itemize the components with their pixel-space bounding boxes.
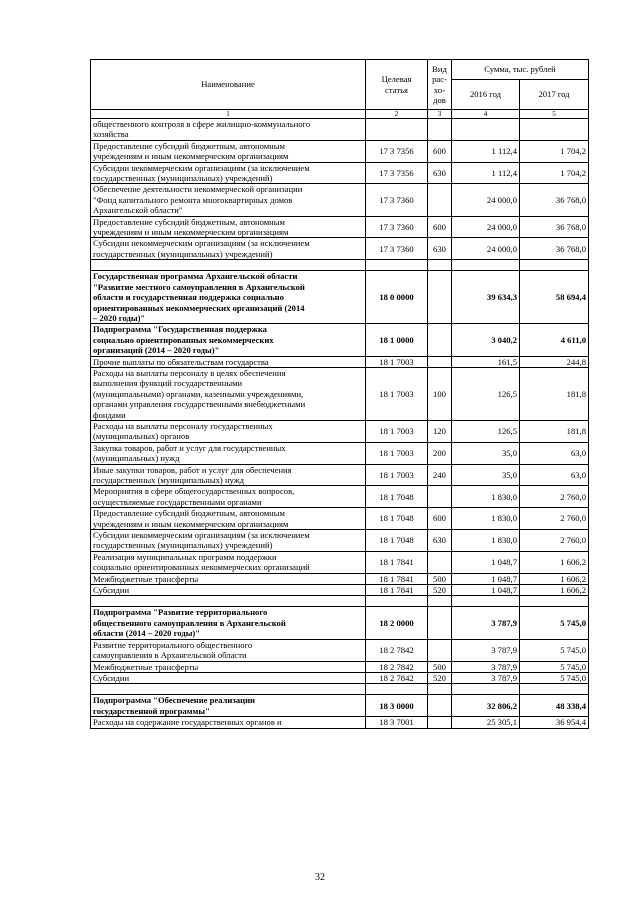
row-name: [91, 661, 366, 672]
row-name-line: Прочие выплаты по обязательствам государства: [93, 356, 269, 367]
header-kind-line: рас-: [432, 74, 447, 85]
colnum-4: 4: [452, 110, 520, 119]
row-code: 17 3 7360: [366, 238, 428, 260]
row-kind: 600: [428, 508, 452, 530]
row-name: [91, 119, 366, 141]
row-name-line: Подпрограмма "Государственная поддержка: [93, 324, 267, 335]
row-name-line: самоуправления в Архангельской области: [93, 650, 247, 661]
row-2016: 24 000,0: [452, 184, 520, 216]
row-name-line: Обеспечение деятельности некоммерческой организации: [93, 184, 303, 195]
row-2016: 35,0: [452, 464, 520, 486]
row-2016: 3 787,9: [452, 607, 520, 639]
table-row: [91, 119, 589, 141]
row-2016: 161,5: [452, 356, 520, 367]
row-2016: 1 112,4: [452, 140, 520, 162]
table-row: [91, 486, 589, 508]
row-2016: 3 787,9: [452, 661, 520, 672]
row-kind: 500: [428, 573, 452, 584]
row-name-line: осуществляемые государственными органами: [93, 496, 262, 507]
row-2016: 1 048,7: [452, 573, 520, 584]
row-2016: 3 787,9: [452, 672, 520, 683]
table-row: [91, 140, 589, 162]
row-name: [91, 639, 366, 661]
row-code: 17 3 7356: [366, 140, 428, 162]
row-name-line: Развитие территориального общественного: [93, 639, 253, 650]
row-2017: 1 606,2: [520, 585, 589, 596]
row-name-line: (муниципальных) органов: [93, 431, 190, 442]
row-code: 18 1 7003: [366, 464, 428, 486]
row-2017: 5 745,0: [520, 607, 589, 639]
row-name: [91, 695, 366, 717]
row-name-line: органами управления государственными внебюджетными: [93, 399, 306, 410]
spacer-cell: [428, 596, 452, 607]
row-kind: 520: [428, 585, 452, 596]
row-name-line: Предоставление субсидий бюджетным, автономным: [93, 216, 285, 227]
row-name-line: учреждениям и иным некоммерческим организациям: [93, 227, 289, 238]
row-2016: 3 787,9: [452, 639, 520, 661]
table-row: [91, 717, 589, 728]
colnum-1: 1: [91, 110, 366, 119]
row-2017: 36 954,4: [520, 717, 589, 728]
row-name-line: Предоставление субсидий бюджетным, автономным: [93, 508, 285, 519]
row-2016: 1 830,0: [452, 486, 520, 508]
row-kind: [428, 717, 452, 728]
row-code: [366, 119, 428, 141]
row-kind: [428, 271, 452, 324]
header-kind-line: хо-: [433, 84, 446, 95]
row-name-line: Межбюджетные трансферты: [93, 573, 199, 584]
header-code-line1: Целевая: [381, 74, 412, 85]
row-2017: 5 745,0: [520, 639, 589, 661]
spacer-cell: [452, 684, 520, 695]
row-2017: [520, 119, 589, 141]
row-kind: 600: [428, 216, 452, 238]
row-kind: [428, 486, 452, 508]
spacer-cell: [366, 596, 428, 607]
row-name-line: Подпрограмма "Обеспечение реализации: [93, 695, 255, 706]
row-name: [91, 356, 366, 367]
header-code-line2: статья: [385, 84, 408, 95]
row-code: 18 1 7048: [366, 530, 428, 552]
row-code: 18 3 0000: [366, 695, 428, 717]
colnum-2: 2: [366, 110, 428, 119]
row-2017: 36 768,0: [520, 238, 589, 260]
row-name: [91, 140, 366, 162]
spacer-cell: [366, 684, 428, 695]
row-name-line: организаций (2014 – 2020 годы)": [93, 345, 220, 356]
row-name-line: ориентированных некоммерческих организаций (2014: [93, 302, 305, 313]
row-kind: 240: [428, 464, 452, 486]
header-kind: [428, 60, 452, 110]
row-kind: [428, 184, 452, 216]
row-name-line: Субсидии некоммерческим организациям (за исключением: [93, 530, 310, 541]
row-name: [91, 420, 366, 442]
row-name: [91, 367, 366, 420]
row-2017: 2 760,0: [520, 530, 589, 552]
header-kind-line: Вид: [432, 63, 447, 74]
row-name-line: области и государственная поддержка социально: [93, 292, 284, 303]
row-name: [91, 508, 366, 530]
table-row: [91, 695, 589, 717]
row-kind: 120: [428, 420, 452, 442]
row-kind: [428, 356, 452, 367]
table-row: [91, 420, 589, 442]
row-name-line: Государственная программа Архангельской области: [93, 271, 298, 282]
row-kind: 500: [428, 661, 452, 672]
row-2016: 1 048,7: [452, 551, 520, 573]
table-row: [91, 442, 589, 464]
row-kind: 630: [428, 530, 452, 552]
row-2017: 48 338,4: [520, 695, 589, 717]
table-row: [91, 216, 589, 238]
row-2017: 181,8: [520, 367, 589, 420]
row-name: [91, 162, 366, 184]
row-2017: 36 768,0: [520, 216, 589, 238]
row-code: 17 3 7360: [366, 184, 428, 216]
row-2016: 126,5: [452, 367, 520, 420]
header-sum: Сумма, тыс. рублей: [452, 60, 589, 80]
row-name-line: Мероприятия в сфере общегосударственных вопросов,: [93, 486, 295, 497]
row-name-line: выполнения функций государственными: [93, 378, 243, 389]
table-row: [91, 573, 589, 584]
row-2017: 63,0: [520, 442, 589, 464]
row-name-line: учреждениям и иным некоммерческим организациям: [93, 518, 289, 529]
row-kind: [428, 119, 452, 141]
row-code: 18 1 7841: [366, 573, 428, 584]
row-name-line: государственной программы": [93, 705, 210, 716]
row-name-line: области (2014 – 2020 годы)": [93, 628, 201, 639]
row-name-line: государственных (муниципальных) учреждений): [93, 173, 273, 184]
row-2017: 1 606,2: [520, 551, 589, 573]
row-code: 18 0 0000: [366, 271, 428, 324]
page-number: 32: [315, 872, 325, 883]
row-name-line: Субсидии: [93, 672, 130, 683]
spacer-cell: [452, 596, 520, 607]
spacer-cell: [520, 596, 589, 607]
row-code: 18 2 7842: [366, 661, 428, 672]
header-kind-line: дов: [433, 94, 446, 105]
spacer-row: [91, 596, 589, 607]
row-name: [91, 717, 366, 728]
row-name-line: Расходы на выплаты персоналу в целях обеспечения: [93, 367, 286, 378]
row-code: 18 1 7841: [366, 585, 428, 596]
row-2016: 126,5: [452, 420, 520, 442]
row-2016: 25 305,1: [452, 717, 520, 728]
row-name: [91, 551, 366, 573]
row-code: 17 3 7360: [366, 216, 428, 238]
row-2017: 5 745,0: [520, 672, 589, 683]
row-name-line: общественного контроля в сфере жилищно-коммунального: [93, 119, 311, 129]
row-name: [91, 464, 366, 486]
row-2016: 39 634,3: [452, 271, 520, 324]
row-code: 18 1 7048: [366, 508, 428, 530]
row-kind: [428, 551, 452, 573]
table-row: [91, 238, 589, 260]
table-row: [91, 639, 589, 661]
row-name-line: Расходы на содержание государственных органов и: [93, 717, 282, 728]
row-name: [91, 486, 366, 508]
row-code: 18 2 7842: [366, 672, 428, 683]
spacer-cell: [91, 684, 366, 695]
row-code: 18 1 7003: [366, 420, 428, 442]
budget-table: [90, 59, 589, 729]
row-kind: 100: [428, 367, 452, 420]
row-kind: [428, 324, 452, 356]
row-name-line: Подпрограмма "Развитие территориального: [93, 607, 268, 618]
row-2017: 244,8: [520, 356, 589, 367]
table-row: [91, 271, 589, 324]
table-row: [91, 162, 589, 184]
row-name-line: Расходы на выплаты персоналу государственных: [93, 420, 273, 431]
row-name-line: Субсидии некоммерческим организациям (за исключением: [93, 162, 310, 173]
row-name-line: Реализация муниципальных программ поддержки: [93, 551, 277, 562]
row-code: 18 1 7003: [366, 442, 428, 464]
row-code: 18 1 7003: [366, 367, 428, 420]
row-2017: 4 611,0: [520, 324, 589, 356]
header-code: [366, 60, 428, 110]
spacer-cell: [520, 260, 589, 271]
row-name: [91, 271, 366, 324]
row-kind: 600: [428, 140, 452, 162]
row-name: [91, 324, 366, 356]
row-name-line: Субсидии: [93, 585, 130, 596]
row-name: [91, 585, 366, 596]
row-name-line: фондами: [93, 409, 126, 420]
row-name-line: государственных (муниципальных) учреждений): [93, 248, 273, 259]
row-2017: 63,0: [520, 464, 589, 486]
row-kind: [428, 639, 452, 661]
row-name: [91, 184, 366, 216]
row-code: 18 1 7841: [366, 551, 428, 573]
table-row: [91, 530, 589, 552]
row-2017: 5 745,0: [520, 661, 589, 672]
row-name-line: Субсидии некоммерческим организациям (за исключением: [93, 238, 310, 249]
row-name-line: хозяйства: [93, 129, 129, 140]
row-name-line: "Фонд капитального ремонта многоквартирных домов: [93, 194, 293, 205]
table-row: [91, 464, 589, 486]
spacer-cell: [428, 260, 452, 271]
row-2016: [452, 119, 520, 141]
table-row: [91, 607, 589, 639]
spacer-cell: [366, 260, 428, 271]
row-name-line: Архангельской области": [93, 205, 183, 216]
table-row: [91, 356, 589, 367]
row-kind: 520: [428, 672, 452, 683]
table-row: [91, 367, 589, 420]
row-code: 18 1 7003: [366, 356, 428, 367]
row-2017: 1 606,2: [520, 573, 589, 584]
row-2016: 1 830,0: [452, 508, 520, 530]
spacer-cell: [91, 260, 366, 271]
header-2017: 2017 год: [520, 80, 589, 110]
row-name-line: государственных (муниципальных) учреждений): [93, 540, 273, 551]
row-name: [91, 573, 366, 584]
row-2017: 2 760,0: [520, 486, 589, 508]
header-2016: 2016 год: [452, 80, 520, 110]
row-code: 18 1 0000: [366, 324, 428, 356]
row-code: 18 1 7048: [366, 486, 428, 508]
row-name-line: "Развитие местного самоуправления в Архангельской: [93, 281, 305, 292]
row-name-line: социально ориентированных некоммерческих: [93, 334, 274, 345]
table-row: [91, 324, 589, 356]
row-name-line: Закупка товаров, работ и услуг для государственных: [93, 442, 286, 453]
spacer-row: [91, 260, 589, 271]
row-2016: 1 112,4: [452, 162, 520, 184]
row-code: 18 2 7842: [366, 639, 428, 661]
row-name-line: (муниципальными) органами, казенными учреждениями,: [93, 388, 304, 399]
row-2016: 1 830,0: [452, 530, 520, 552]
row-name-line: – 2020 годы)": [93, 312, 146, 323]
row-code: 17 3 7356: [366, 162, 428, 184]
row-name: [91, 238, 366, 260]
row-2016: 24 000,0: [452, 216, 520, 238]
table-row: [91, 672, 589, 683]
table-row: [91, 661, 589, 672]
table-row: [91, 551, 589, 573]
row-name: [91, 442, 366, 464]
table-row: [91, 184, 589, 216]
row-name: [91, 530, 366, 552]
row-name-line: учреждениям и иным некоммерческим организациям: [93, 151, 289, 162]
row-name: [91, 607, 366, 639]
row-code: 18 2 0000: [366, 607, 428, 639]
row-name: [91, 672, 366, 683]
spacer-cell: [452, 260, 520, 271]
row-kind: 200: [428, 442, 452, 464]
row-name: [91, 216, 366, 238]
row-2016: 3 040,2: [452, 324, 520, 356]
row-2016: 1 048,7: [452, 585, 520, 596]
spacer-cell: [428, 684, 452, 695]
colnum-5: 5: [520, 110, 589, 119]
row-2016: 32 806,2: [452, 695, 520, 717]
row-name-line: Предоставление субсидий бюджетным, автономным: [93, 140, 285, 151]
spacer-cell: [520, 684, 589, 695]
row-2017: 1 704,2: [520, 162, 589, 184]
row-name-line: социально ориентированных некоммерческих организаций: [93, 562, 310, 573]
row-name-line: (муниципальных) нужд: [93, 453, 180, 464]
row-kind: 630: [428, 238, 452, 260]
row-2017: 1 704,2: [520, 140, 589, 162]
row-kind: [428, 607, 452, 639]
row-kind: 630: [428, 162, 452, 184]
table-row: [91, 508, 589, 530]
row-2017: 181,8: [520, 420, 589, 442]
row-name-line: государственных (муниципальных) нужд: [93, 475, 245, 485]
row-2017: 2 760,0: [520, 508, 589, 530]
header-name: Наименование: [91, 60, 366, 110]
row-name-line: общественного самоуправления в Архангельской: [93, 617, 286, 628]
row-name-line: Иные закупки товаров, работ и услуг для обеспечения: [93, 464, 292, 475]
table-row: [91, 585, 589, 596]
colnum-3: 3: [428, 110, 452, 119]
row-kind: [428, 695, 452, 717]
spacer-row: [91, 684, 589, 695]
row-code: 18 3 7001: [366, 717, 428, 728]
row-2017: 58 694,4: [520, 271, 589, 324]
spacer-cell: [91, 596, 366, 607]
row-2016: 24 000,0: [452, 238, 520, 260]
row-2017: 36 768,0: [520, 184, 589, 216]
row-name-line: Межбюджетные трансферты: [93, 661, 199, 672]
row-2016: 35,0: [452, 442, 520, 464]
